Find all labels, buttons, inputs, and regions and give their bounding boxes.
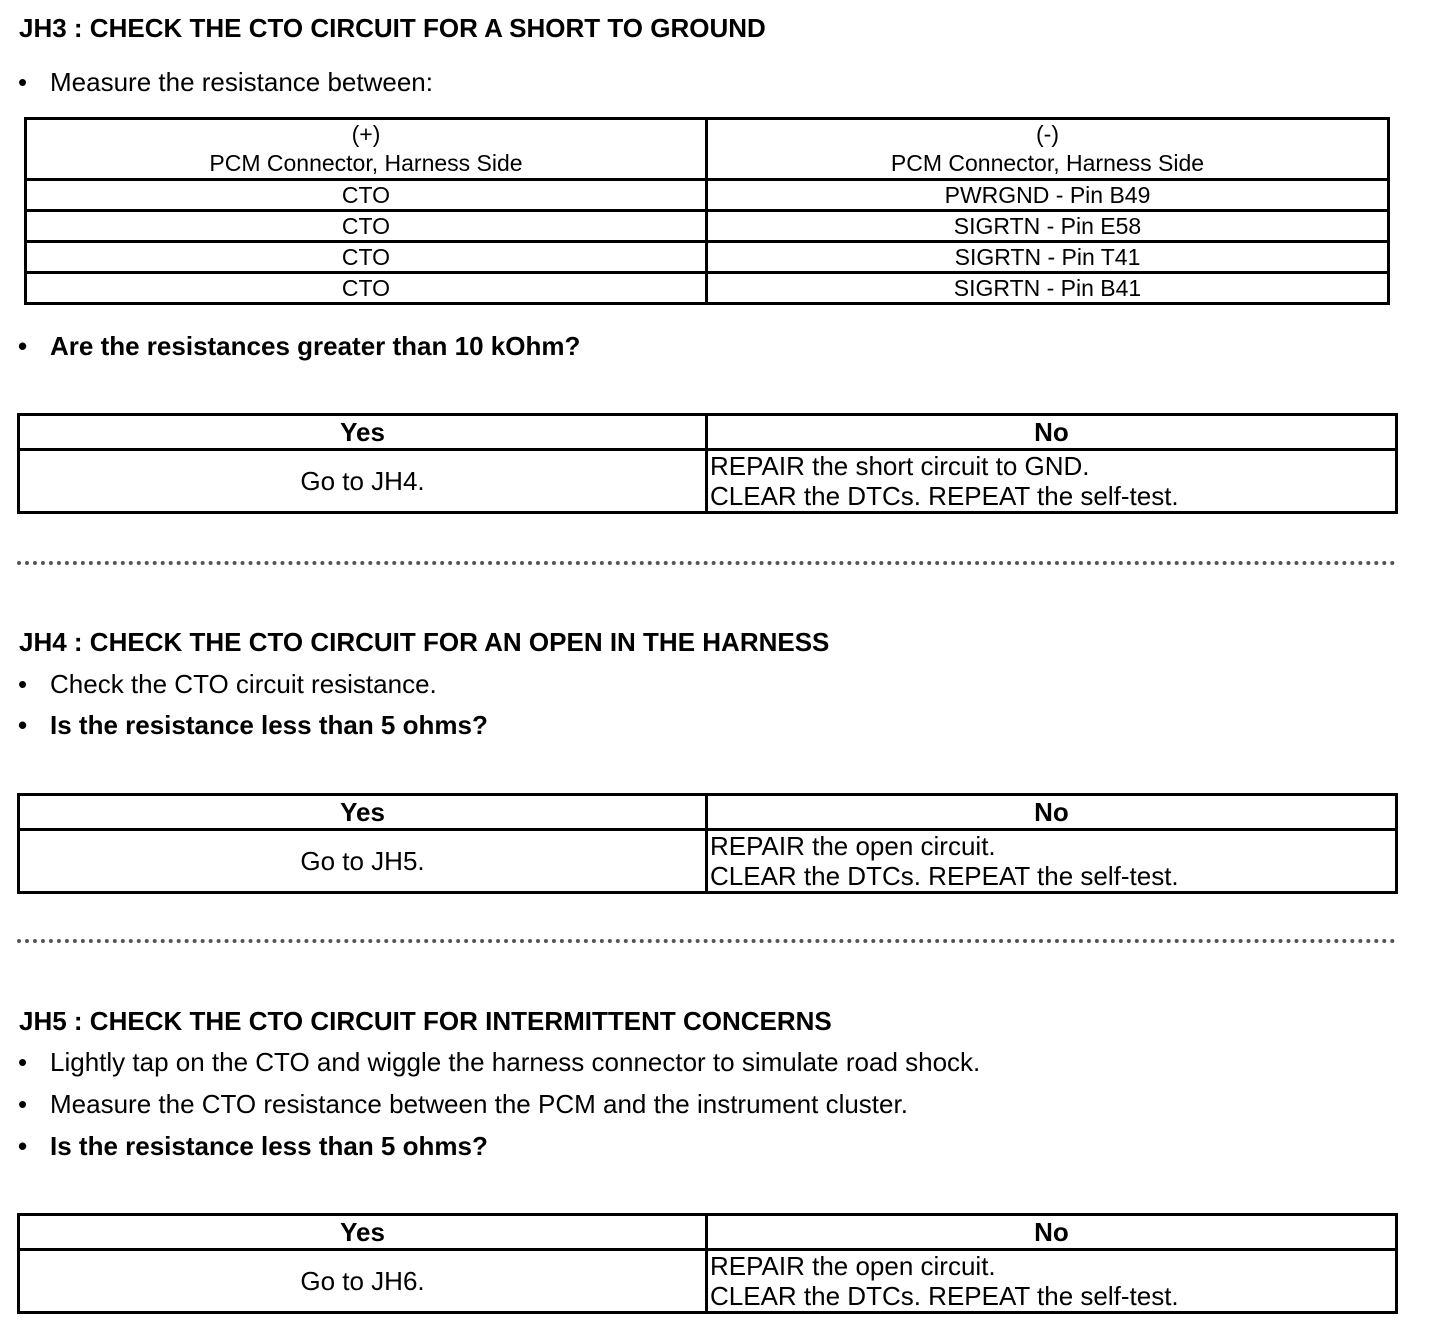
jh3-decision-table bbox=[17, 413, 1398, 514]
cell-positive: CTO bbox=[26, 211, 707, 242]
table-row bbox=[19, 1250, 1397, 1313]
cell-positive: CTO bbox=[26, 242, 707, 273]
cell-negative: SIGRTN - Pin E58 bbox=[707, 211, 1389, 242]
table-row bbox=[26, 273, 1389, 304]
jh5-bullet-measure-text: Measure the CTO resistance between the PCM and the instrument cluster. bbox=[50, 1089, 908, 1119]
yes-action: Go to JH4. bbox=[19, 450, 707, 513]
cell-positive: CTO bbox=[26, 273, 707, 304]
positive-label: PCM Connector, Harness Side bbox=[209, 150, 523, 176]
no-action-line: CLEAR the DTCs. REPEAT the self-test. bbox=[710, 1281, 1179, 1311]
header-positive bbox=[26, 119, 707, 180]
table-row bbox=[26, 211, 1389, 242]
no-action-line: REPAIR the short circuit to GND. bbox=[710, 451, 1090, 481]
yes-header: Yes bbox=[19, 415, 707, 450]
table-header-row bbox=[19, 1215, 1397, 1250]
jh4-bullet-check-text: Check the CTO circuit resistance. bbox=[50, 669, 437, 699]
no-action-line: CLEAR the DTCs. REPEAT the self-test. bbox=[710, 861, 1179, 891]
table-row bbox=[19, 450, 1397, 513]
bullet-dot: • bbox=[18, 710, 28, 740]
no-action-line: REPAIR the open circuit. bbox=[710, 831, 996, 861]
table-row bbox=[19, 830, 1397, 893]
yes-header: Yes bbox=[19, 1215, 707, 1250]
jh5-question bbox=[18, 1131, 488, 1161]
bullet-dot: • bbox=[18, 1047, 28, 1077]
negative-label: PCM Connector, Harness Side bbox=[890, 150, 1205, 176]
jh5-bullet-measure bbox=[18, 1089, 908, 1119]
jh3-title: JH3 : CHECK THE CTO CIRCUIT FOR A SHORT TO GROUND bbox=[19, 13, 766, 43]
jh5-decision-table bbox=[17, 1213, 1398, 1314]
table-row bbox=[26, 180, 1389, 211]
jh4-question bbox=[18, 710, 488, 740]
no-action bbox=[707, 450, 1397, 513]
no-action bbox=[707, 830, 1397, 893]
jh3-bullet-measure bbox=[18, 67, 433, 97]
yes-action: Go to JH6. bbox=[19, 1250, 707, 1313]
bullet-dot: • bbox=[18, 331, 28, 361]
no-action-line: CLEAR the DTCs. REPEAT the self-test. bbox=[710, 481, 1179, 511]
section-divider bbox=[17, 561, 1396, 565]
cell-negative: SIGRTN - Pin B41 bbox=[707, 273, 1389, 304]
no-header: No bbox=[707, 1215, 1397, 1250]
no-header: No bbox=[707, 415, 1397, 450]
jh3-measurement-table bbox=[24, 117, 1390, 305]
jh4-question-text: Is the resistance less than 5 ohms? bbox=[50, 710, 488, 740]
table-header-row bbox=[19, 795, 1397, 830]
negative-symbol: (-) bbox=[1036, 121, 1059, 147]
table-row bbox=[26, 242, 1389, 273]
no-header: No bbox=[707, 795, 1397, 830]
header-negative bbox=[707, 119, 1389, 180]
yes-action: Go to JH5. bbox=[19, 830, 707, 893]
jh5-bullet-tap bbox=[18, 1047, 980, 1077]
no-action-line: REPAIR the open circuit. bbox=[710, 1251, 996, 1281]
cell-negative: PWRGND - Pin B49 bbox=[707, 180, 1389, 211]
section-divider bbox=[17, 939, 1396, 943]
jh3-question bbox=[18, 331, 580, 361]
jh5-question-text: Is the resistance less than 5 ohms? bbox=[50, 1131, 488, 1161]
bullet-dot: • bbox=[18, 1131, 28, 1161]
jh5-bullet-tap-text: Lightly tap on the CTO and wiggle the harness connector to simulate road shock. bbox=[50, 1047, 981, 1077]
bullet-dot: • bbox=[18, 67, 28, 97]
jh5-title: JH5 : CHECK THE CTO CIRCUIT FOR INTERMITTENT CONCERNS bbox=[19, 1006, 832, 1036]
bullet-dot: • bbox=[18, 1089, 28, 1119]
table-header-row bbox=[19, 415, 1397, 450]
jh3-bullet-measure-text: Measure the resistance between: bbox=[50, 67, 433, 97]
jh4-title: JH4 : CHECK THE CTO CIRCUIT FOR AN OPEN IN THE HARNESS bbox=[19, 627, 830, 657]
yes-header: Yes bbox=[19, 795, 707, 830]
positive-symbol: (+) bbox=[351, 121, 381, 147]
bullet-dot: • bbox=[18, 669, 28, 699]
no-action bbox=[707, 1250, 1397, 1313]
cell-negative: SIGRTN - Pin T41 bbox=[707, 242, 1389, 273]
table-header-row bbox=[26, 119, 1389, 180]
jh4-bullet-check bbox=[18, 669, 437, 699]
jh3-question-text: Are the resistances greater than 10 kOhm? bbox=[50, 331, 581, 361]
jh4-decision-table bbox=[17, 793, 1398, 894]
cell-positive: CTO bbox=[26, 180, 707, 211]
